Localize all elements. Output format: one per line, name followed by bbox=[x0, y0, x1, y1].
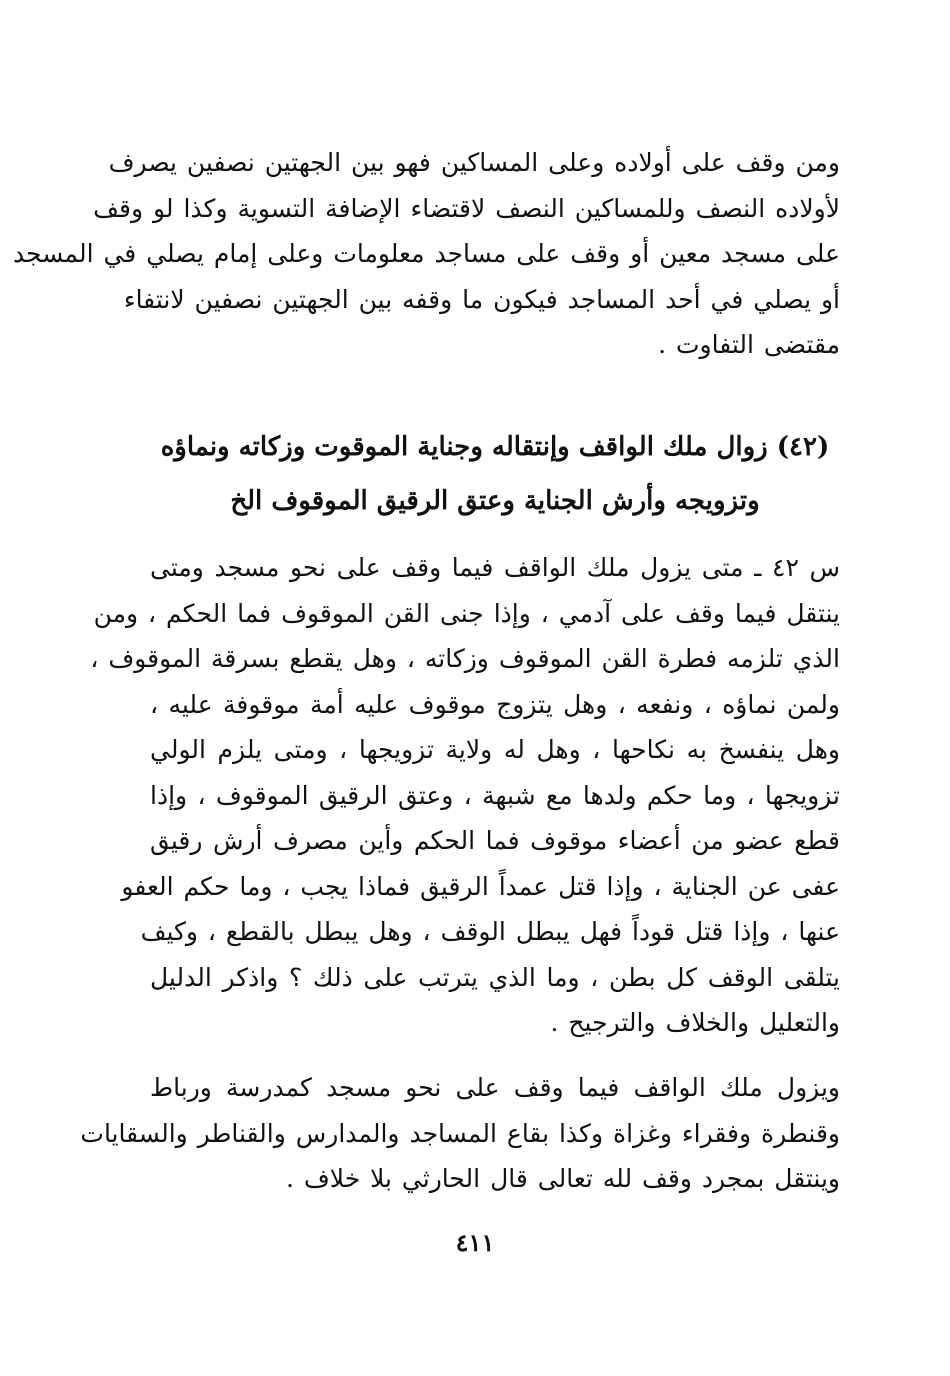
heading-line: (٤٢) زوال ملك الواقف وإنتقاله وجناية الموقوت وزكاته ونماؤه bbox=[160, 432, 830, 462]
text-line: عفى عن الجناية ، وإذا قتل عمداً الرقيق فماذا يجب ، وما حكم العفو bbox=[121, 871, 840, 901]
text-line: أو يصلي في أحد المساجد فيكون ما وقفه بين الجهتين نصفين لانتفاء bbox=[123, 284, 840, 314]
text-line: عنها ، وإذا قتل قوداً فهل يبطل الوقف ، وهل يبطل بالقطع ، وكيف bbox=[140, 917, 840, 946]
text-line: وقنطرة وفقراء وغزاة وكذا بقاع المساجد والمدارس والقناطر والسقايات bbox=[80, 1118, 840, 1148]
text-line: على مسجد معين أو وقف على مساجد معلومات وعلى إمام يصلي في المسجد bbox=[12, 239, 840, 268]
text-line: وهل ينفسخ به نكاحها ، وهل له ولاية تزويجها ، ومتى يلزم الولي bbox=[150, 735, 840, 764]
text-line: ولمن نماؤه ، ونفعه ، وهل يتزوج موقوف عليه أمة موقوفة عليه ، bbox=[150, 689, 840, 719]
text-line: وينتقل بمجرد وقف لله تعالى قال الحارثي بلا خلاف . bbox=[285, 1164, 840, 1193]
page-number: ٤١١ bbox=[455, 1228, 495, 1257]
question-paragraph bbox=[90, 545, 840, 1046]
text-line: ومن وقف على أولاده وعلى المساكين فهو بين الجهتين نصفين يصرف bbox=[108, 148, 840, 177]
section-heading bbox=[150, 420, 840, 528]
text-line: ينتقل فيما وقف على آدمي ، وإذا جنى القن الموقوف فما الحكم ، ومن bbox=[93, 598, 840, 628]
paragraph-waqf-on-children bbox=[12, 140, 840, 368]
text-line: لأولاده النصف وللمساكين النصف لاقتضاء الإضافة التسوية وكذا لو وقف bbox=[93, 193, 840, 223]
answer-paragraph bbox=[80, 1065, 840, 1202]
text-line: والتعليل والخلاف والترجيح . bbox=[550, 1008, 840, 1037]
text-line: قطع عضو من أعضاء موقوف فما الحكم وأين مصرف أرش رقيق bbox=[150, 826, 840, 855]
text-line: ويزول ملك الواقف فيما وقف على نحو مسجد كمدرسة ورباط bbox=[150, 1073, 840, 1102]
text-line: يتلقى الوقف كل بطن ، وما الذي يترتب على ذلك ؟ واذكر الدليل bbox=[150, 962, 840, 992]
text-line: س ٤٢ ـ متى يزول ملك الواقف فيما وقف على نحو مسجد ومتى bbox=[150, 553, 840, 582]
heading-line: وتزويجه وأرش الجناية وعتق الرقيق الموقوف الخ bbox=[230, 486, 760, 516]
text-line: الذي تلزمه فطرة القن الموقوف وزكاته ، وهل يقطع بسرقة الموقوف ، bbox=[90, 644, 840, 673]
text-line: مقتضى التفاوت . bbox=[658, 330, 840, 359]
text-line: تزويجها ، وما حكم ولدها مع شبهة ، وعتق الرقيق الموقوف ، وإذا bbox=[150, 780, 840, 810]
